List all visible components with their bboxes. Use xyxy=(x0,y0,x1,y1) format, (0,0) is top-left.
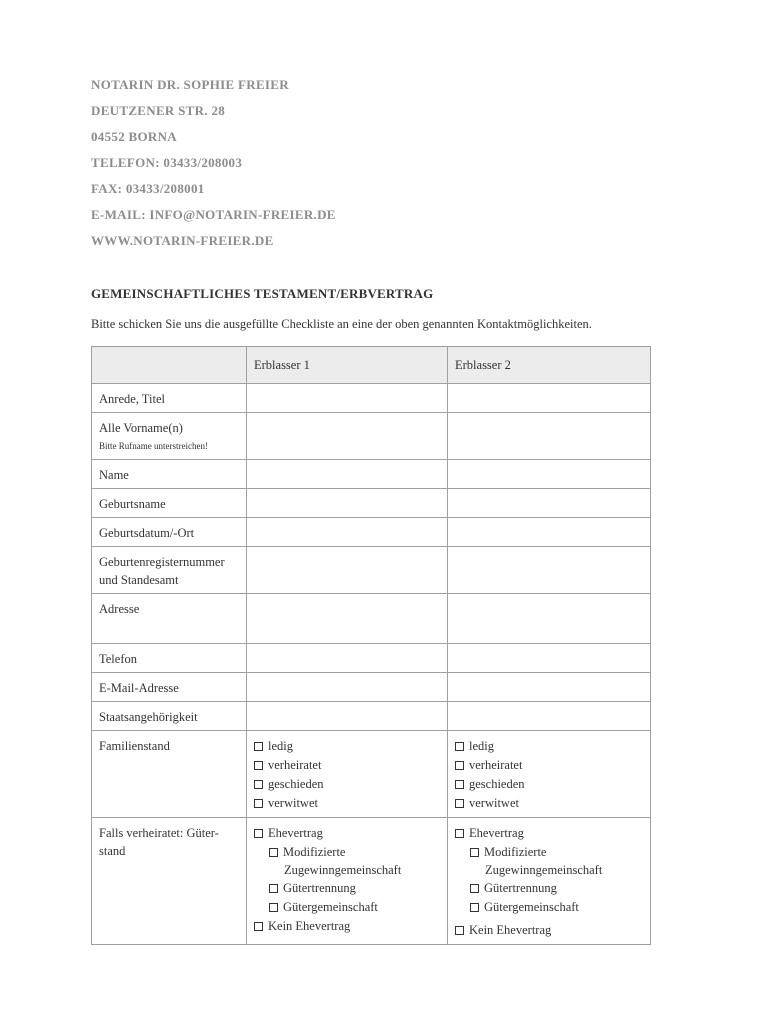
table-header-row xyxy=(92,347,651,384)
option-geschieden[interactable]: geschieden xyxy=(254,775,440,794)
input-cell-2[interactable] xyxy=(448,460,651,489)
option-geschieden[interactable]: geschieden xyxy=(455,775,643,794)
input-cell-1[interactable] xyxy=(247,594,448,644)
table-row xyxy=(92,489,651,518)
vornamen-hint: Bitte Rufname unterstreichen! xyxy=(99,441,208,451)
checkbox-icon[interactable] xyxy=(470,848,479,857)
row-label-staat: Staatsangehörigkeit xyxy=(92,702,247,731)
phone: TELEFON: 03433/208003 xyxy=(91,155,243,170)
familienstand-options-2 xyxy=(448,731,651,818)
table-row xyxy=(92,673,651,702)
table-row xyxy=(92,731,651,818)
option-ehevertrag[interactable]: Ehevertrag xyxy=(254,824,440,843)
checkbox-icon[interactable] xyxy=(455,780,464,789)
option-modifizierte[interactable]: Modifizierte xyxy=(254,843,440,862)
row-label-adresse: Adresse xyxy=(92,594,247,644)
checkbox-icon[interactable] xyxy=(254,742,263,751)
website: WWW.NOTARIN-FREIER.DE xyxy=(91,233,274,248)
table-row xyxy=(92,518,651,547)
row-label-gueterstand: Falls verheiratet: Güter-stand xyxy=(92,818,247,945)
header-erblasser-2: Erblasser 2 xyxy=(448,347,651,384)
input-cell-1[interactable] xyxy=(247,413,448,460)
option-verheiratet[interactable]: verheiratet xyxy=(254,756,440,775)
letterhead xyxy=(91,74,336,256)
option-ledig[interactable]: ledig xyxy=(455,737,643,756)
fax: FAX: 03433/208001 xyxy=(91,181,205,196)
row-label-vornamen xyxy=(92,413,247,460)
option-modifizierte-continued: Zugewinngemeinschaft xyxy=(284,863,402,877)
option-verheiratet[interactable]: verheiratet xyxy=(455,756,643,775)
input-cell-2[interactable] xyxy=(448,384,651,413)
checkbox-icon[interactable] xyxy=(254,829,263,838)
notary-name: NOTARIN DR. SOPHIE FREIER xyxy=(91,77,289,92)
postal-city: 04552 BORNA xyxy=(91,129,177,144)
checklist-table xyxy=(91,346,651,945)
table-row xyxy=(92,413,651,460)
checkbox-icon[interactable] xyxy=(455,742,464,751)
input-cell-2[interactable] xyxy=(448,547,651,594)
input-cell-1[interactable] xyxy=(247,384,448,413)
input-cell-1[interactable] xyxy=(247,547,448,594)
row-label-email: E-Mail-Adresse xyxy=(92,673,247,702)
row-label-familienstand: Familienstand xyxy=(92,731,247,818)
row-label-name: Name xyxy=(92,460,247,489)
row-label-geburtsname: Geburtsname xyxy=(92,489,247,518)
table-row xyxy=(92,818,651,945)
vornamen-label: Alle Vorname(n) xyxy=(99,421,183,435)
document-title: GEMEINSCHAFTLICHES TESTAMENT/ERBVERTRAG xyxy=(91,286,434,301)
option-kein-ehevertrag[interactable]: Kein Ehevertrag xyxy=(455,921,643,940)
input-cell-2[interactable] xyxy=(448,644,651,673)
checkbox-icon[interactable] xyxy=(455,926,464,935)
option-ledig[interactable]: ledig xyxy=(254,737,440,756)
option-modifizierte[interactable]: Modifizierte xyxy=(455,843,643,862)
input-cell-2[interactable] xyxy=(448,413,651,460)
checkbox-icon[interactable] xyxy=(269,848,278,857)
input-cell-1[interactable] xyxy=(247,518,448,547)
option-guetergemeinschaft[interactable]: Gütergemeinschaft xyxy=(455,898,643,917)
table-row xyxy=(92,702,651,731)
option-ehevertrag[interactable]: Ehevertrag xyxy=(455,824,643,843)
checkbox-icon[interactable] xyxy=(254,761,263,770)
checkbox-icon[interactable] xyxy=(470,903,479,912)
header-erblasser-1: Erblasser 1 xyxy=(247,347,448,384)
row-label-register: Geburtenregisternummer und Standesamt xyxy=(92,547,247,594)
table-row xyxy=(92,644,651,673)
option-verwitwet[interactable]: verwitwet xyxy=(254,794,440,813)
email-address: E-MAIL: INFO@NOTARIN-FREIER.DE xyxy=(91,207,336,222)
input-cell-1[interactable] xyxy=(247,673,448,702)
table-row xyxy=(92,460,651,489)
option-guetergemeinschaft[interactable]: Gütergemeinschaft xyxy=(254,898,440,917)
row-label-anrede: Anrede, Titel xyxy=(92,384,247,413)
checkbox-icon[interactable] xyxy=(470,884,479,893)
gueterstand-options-1 xyxy=(247,818,448,945)
table-row xyxy=(92,547,651,594)
input-cell-2[interactable] xyxy=(448,518,651,547)
checkbox-icon[interactable] xyxy=(254,922,263,931)
checkbox-icon[interactable] xyxy=(269,884,278,893)
input-cell-1[interactable] xyxy=(247,489,448,518)
option-modifizierte-continued: Zugewinngemeinschaft xyxy=(485,863,603,877)
gueterstand-options-2 xyxy=(448,818,651,945)
input-cell-1[interactable] xyxy=(247,644,448,673)
input-cell-2[interactable] xyxy=(448,594,651,644)
input-cell-2[interactable] xyxy=(448,673,651,702)
intro-text: Bitte schicken Sie uns die ausgefüllte Checkliste an eine der oben genannten Kontaktmöglichkeiten. xyxy=(91,317,592,331)
option-kein-ehevertrag[interactable]: Kein Ehevertrag xyxy=(254,917,440,936)
input-cell-2[interactable] xyxy=(448,489,651,518)
row-label-geburtsdatum: Geburtsdatum/-Ort xyxy=(92,518,247,547)
table-row xyxy=(92,594,651,644)
header-cell-empty xyxy=(92,347,247,384)
checkbox-icon[interactable] xyxy=(455,761,464,770)
input-cell-1[interactable] xyxy=(247,702,448,731)
input-cell-1[interactable] xyxy=(247,460,448,489)
option-guetertrennung[interactable]: Gütertrennung xyxy=(254,879,440,898)
checkbox-icon[interactable] xyxy=(455,829,464,838)
checkbox-icon[interactable] xyxy=(269,903,278,912)
input-cell-2[interactable] xyxy=(448,702,651,731)
street-address: DEUTZENER STR. 28 xyxy=(91,103,226,118)
checkbox-icon[interactable] xyxy=(254,799,263,808)
option-verwitwet[interactable]: verwitwet xyxy=(455,794,643,813)
familienstand-options-1 xyxy=(247,731,448,818)
checkbox-icon[interactable] xyxy=(254,780,263,789)
checkbox-icon[interactable] xyxy=(455,799,464,808)
option-guetertrennung[interactable]: Gütertrennung xyxy=(455,879,643,898)
row-label-telefon: Telefon xyxy=(92,644,247,673)
table-row xyxy=(92,384,651,413)
